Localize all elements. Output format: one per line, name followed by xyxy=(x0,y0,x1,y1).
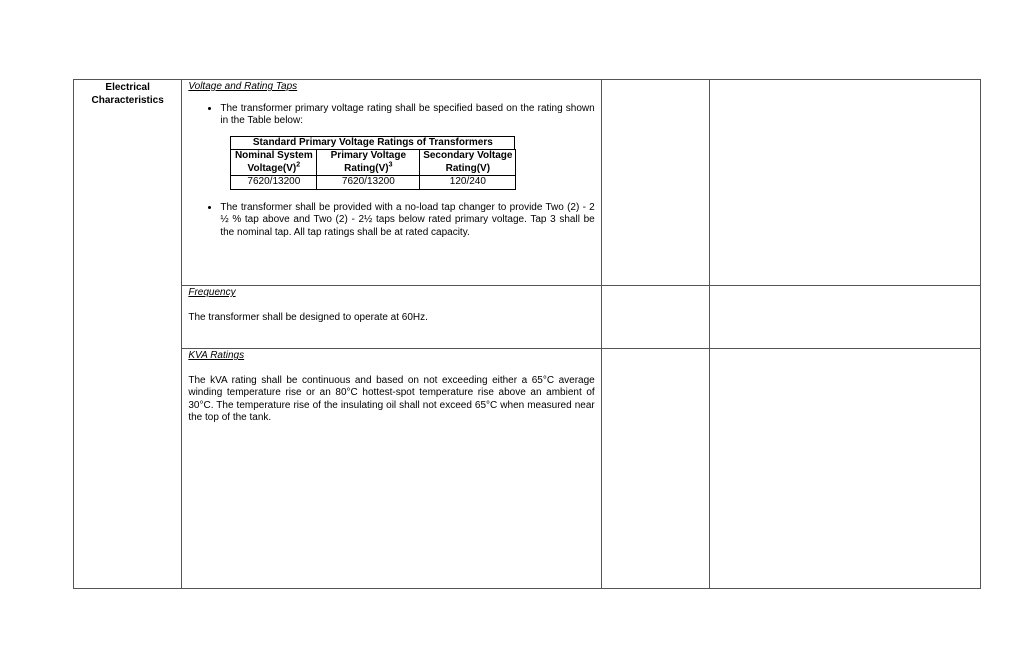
header-nominal-system-voltage: Nominal System $Voltage(V)^2$ xyxy=(231,150,317,176)
frequency-heading: Frequency xyxy=(188,287,236,298)
voltage-bullet-list-2 xyxy=(188,202,594,240)
empty-cell xyxy=(601,80,709,286)
row-label-line-1: Electrical xyxy=(105,82,150,93)
inner-table-header-row xyxy=(231,150,516,176)
voltage-bullet-2: • The transformer shall be provided with a no-load tap changer to provide Two (2) - 2 ½ % tap above and Two (2) - 2½ taps below rated primary voltage. Tap 3 shall be the nominal tap. All tap ratings shall be at rated capacity. xyxy=(220,202,594,240)
cell-nominal-voltage: 7620/13200 xyxy=(231,176,317,190)
frequency-section-cell xyxy=(182,286,601,349)
header-primary-voltage-rating: Primary Voltage $Rating(V)^3$ xyxy=(317,150,420,176)
row-label-cell xyxy=(74,80,182,589)
header-secondary-voltage-rating: Secondary Voltage Rating(V) xyxy=(420,150,516,176)
kva-text: The kVA rating shall be continuous and based on not exceeding either a 65°C average winding temperature rise or an 80°C hottest-spot temperature rise above an ambient of 30°C. The temperature rise of the insulating oil shall not exceed 65°C when measured near the top of the tank. xyxy=(188,374,595,423)
voltage-bullet-1: • The transformer primary voltage rating shall be specified based on the rating shown in the Table below: xyxy=(220,103,594,128)
table-row xyxy=(74,80,981,286)
frequency-text: The transformer shall be designed to operate at 60Hz. xyxy=(188,311,428,323)
voltage-section-cell xyxy=(182,80,601,286)
inner-table-row xyxy=(231,176,516,190)
empty-cell xyxy=(601,286,709,349)
kva-section-cell xyxy=(182,349,601,589)
empty-cell xyxy=(710,80,981,286)
inner-table-caption: Standard Primary Voltage Ratings of Transformers xyxy=(230,136,515,150)
table-row xyxy=(74,286,981,349)
row-label-line-2: Characteristics xyxy=(91,94,164,106)
cell-secondary-voltage: 120/240 xyxy=(420,176,516,190)
cell-primary-voltage: 7620/13200 xyxy=(317,176,420,190)
kva-heading: KVA Ratings xyxy=(188,350,245,361)
voltage-ratings-table xyxy=(230,149,516,190)
empty-cell xyxy=(601,349,709,589)
table-row xyxy=(74,349,981,589)
empty-cell xyxy=(710,286,981,349)
spec-table xyxy=(73,79,981,589)
empty-cell xyxy=(710,349,981,589)
voltage-heading: Voltage and Rating Taps xyxy=(188,81,298,92)
voltage-bullet-list xyxy=(188,103,594,128)
